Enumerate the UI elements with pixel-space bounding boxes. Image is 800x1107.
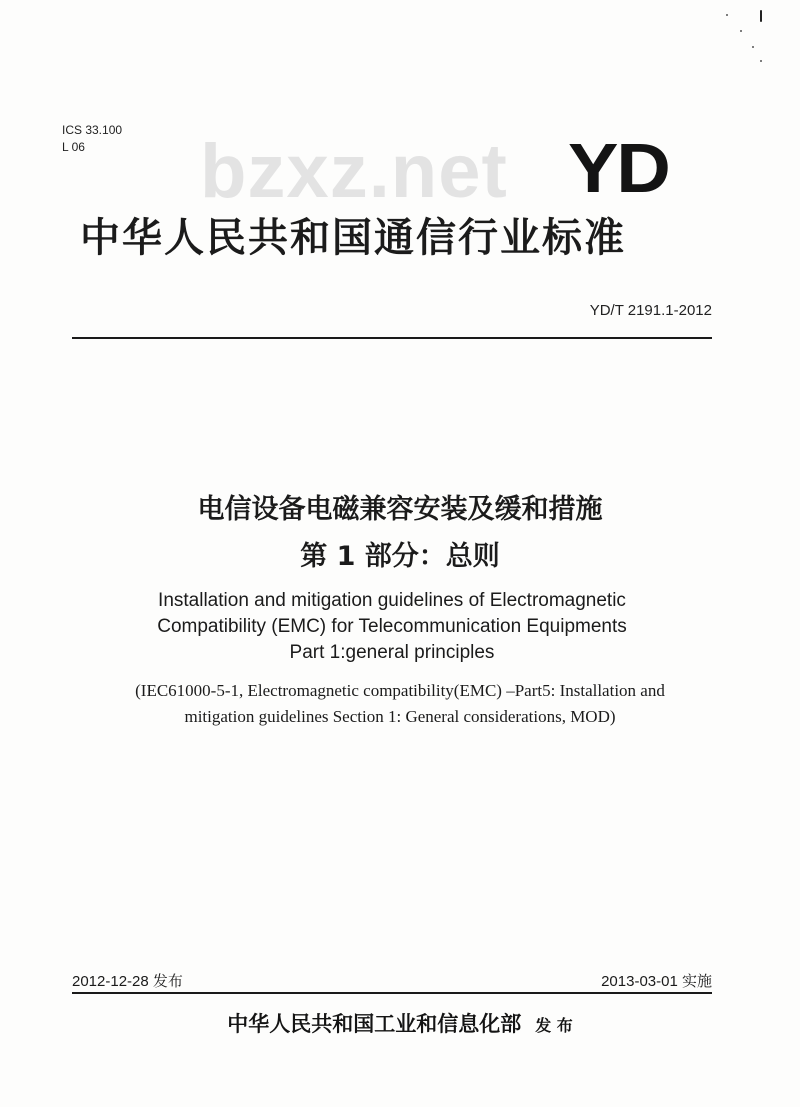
issuer-name: 中华人民共和国工业和信息化部 [227,1011,522,1036]
iec-reference-line-1: (IEC61000-5-1, Electromagnetic compatibility(EMC) –Part5: Installation and [135,681,665,700]
scan-mark [726,14,728,16]
iec-reference-line-2: mitigation guidelines Section 1: General considerations, MOD) [184,707,616,726]
footer-divider [72,992,712,994]
english-title-line-3: Part 1:general principles [289,642,495,663]
issuing-authority [0,1008,800,1038]
english-title-line-1: Installation and mitigation guidelines of Electromagnetic [158,590,626,611]
organization-title: 中华人民共和国通信行业标准 [80,215,626,261]
yd-logo: YD [568,129,669,207]
scan-mark [760,10,762,22]
ics-code: ICS 33.100 [62,123,123,137]
english-title-line-2: Compatibility (EMC) for Telecommunication Equipments [157,616,627,637]
chinese-title-line-2: 第 1 部分：总则 [300,541,500,572]
scan-mark [740,30,742,32]
standard-number: YD/T 2191.1-2012 [589,302,712,319]
header-divider [72,337,712,339]
ccs-code: L 06 [62,140,85,154]
implementation-date: 2013-03-01 实施 [601,973,712,990]
scan-mark [760,60,762,62]
scan-mark [752,46,754,48]
issuer-verb: 发 布 [535,1016,573,1035]
classification-codes [62,122,122,156]
watermark-text: bzxz.net [200,129,508,214]
chinese-title-line-1: 电信设备电磁兼容安装及缓和措施 [197,494,603,525]
publish-date: 2012-12-28 发布 [72,973,183,990]
